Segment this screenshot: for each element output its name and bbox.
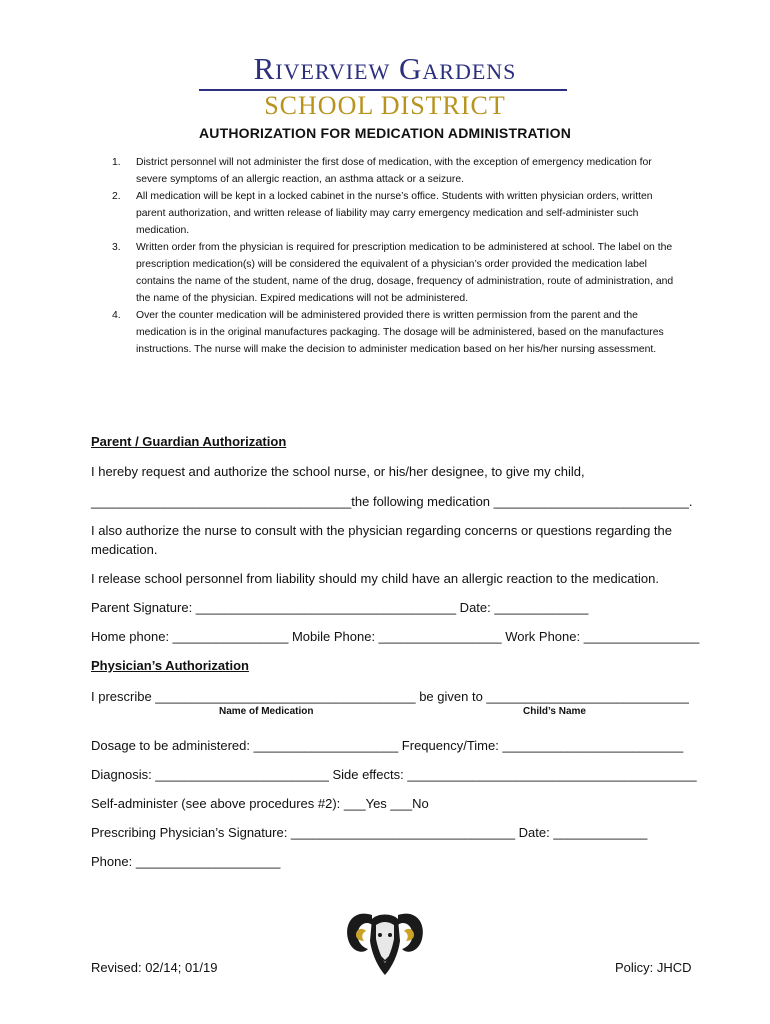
diagnosis-field[interactable]: Diagnosis: ________________________ Side effects: ________________________________________ [91, 767, 697, 782]
release-text: I release school personnel from liability should my child have an allergic reaction to the medication. [91, 571, 659, 586]
phone-fields[interactable]: Home phone: ________________ Mobile Phone: _________________ Work Phone: ________________ [91, 629, 700, 644]
dosage-field[interactable]: Dosage to be administered: ____________________ Frequency/Time: _________________________ [91, 738, 684, 753]
procedures-list [112, 154, 682, 358]
document-title: AUTHORIZATION FOR MEDICATION ADMINISTRATION [198, 125, 572, 141]
parent-request-text: I hereby request and authorize the school nurse, or his/her designee, to give my child, [91, 464, 585, 479]
consult-text-cont: medication. [91, 542, 158, 557]
physician-phone-field[interactable]: Phone: ____________________ [91, 854, 281, 869]
procedure-number: 1. [112, 157, 121, 168]
procedure-number: 4. [112, 310, 121, 321]
procedure-text: Written order from the physician is required for prescription medication to be administered at school. The label on the prescription medication(s) will be considered the equivalent of a physician’s order provided the medication label contains the name of the student, name of the drug, dosage, frequency of administration, route of administration, and the name of the physician. Expired medications will not be administered. [136, 242, 674, 304]
policy-code: Policy: JHCD [615, 960, 692, 975]
procedure-text: Over the counter medication will be administered provided there is written permission from the parent and the medication is in the original manufactures packaging. The dosage will be administered, based on the manufactures instructions. The nurse will make the decision to administer medication based on her his/her nursing assessment. [136, 310, 664, 355]
consult-text: I also authorize the nurse to consult with the physician regarding concerns or questions regarding the [91, 523, 673, 538]
physician-signature-field[interactable]: Prescribing Physician’s Signature: _______________________________ Date: _____________ [91, 825, 648, 840]
procedure-number: 3. [112, 242, 121, 253]
logo-district-subtitle: SCHOOL DISTRICT [264, 91, 506, 120]
procedure-text: District personnel will not administer the first dose of medication, with the exception of emergency medication for severe symptoms of an allergic reaction, an asthma attack or a seizure. [136, 157, 652, 185]
child-medication-field[interactable]: ____________________________________the following medication ___________________________. [91, 494, 693, 509]
parent-signature-field[interactable]: Parent Signature: ____________________________________ Date: _____________ [91, 600, 589, 615]
procedure-text: All medication will be kept in a locked cabinet in the nurse’s office. Students with written physician orders, written parent authorization, and written release of liability may carry emergency medication and self-administer such medication. [136, 191, 653, 236]
procedure-number: 2. [112, 191, 121, 202]
procedure-item [112, 307, 682, 358]
procedure-item [112, 154, 682, 188]
parent-section-heading: Parent / Guardian Authorization [91, 434, 287, 449]
procedure-item [112, 188, 682, 239]
logo-district-name: Riverview Gardens [253, 51, 517, 86]
physician-section-heading: Physician’s Authorization [91, 658, 249, 673]
ram-mascot-icon [342, 905, 428, 977]
name-of-medication-label: Name of Medication [219, 706, 314, 717]
self-administer-field[interactable]: Self-administer (see above procedures #2): ___Yes ___No [91, 796, 429, 811]
prescribe-field[interactable]: I prescribe ____________________________________ be given to ____________________________ [91, 689, 689, 704]
revised-date: Revised: 02/14; 01/19 [91, 960, 218, 975]
childs-name-label: Child’s Name [523, 706, 586, 717]
district-logo [0, 51, 770, 120]
procedure-item [112, 239, 682, 307]
